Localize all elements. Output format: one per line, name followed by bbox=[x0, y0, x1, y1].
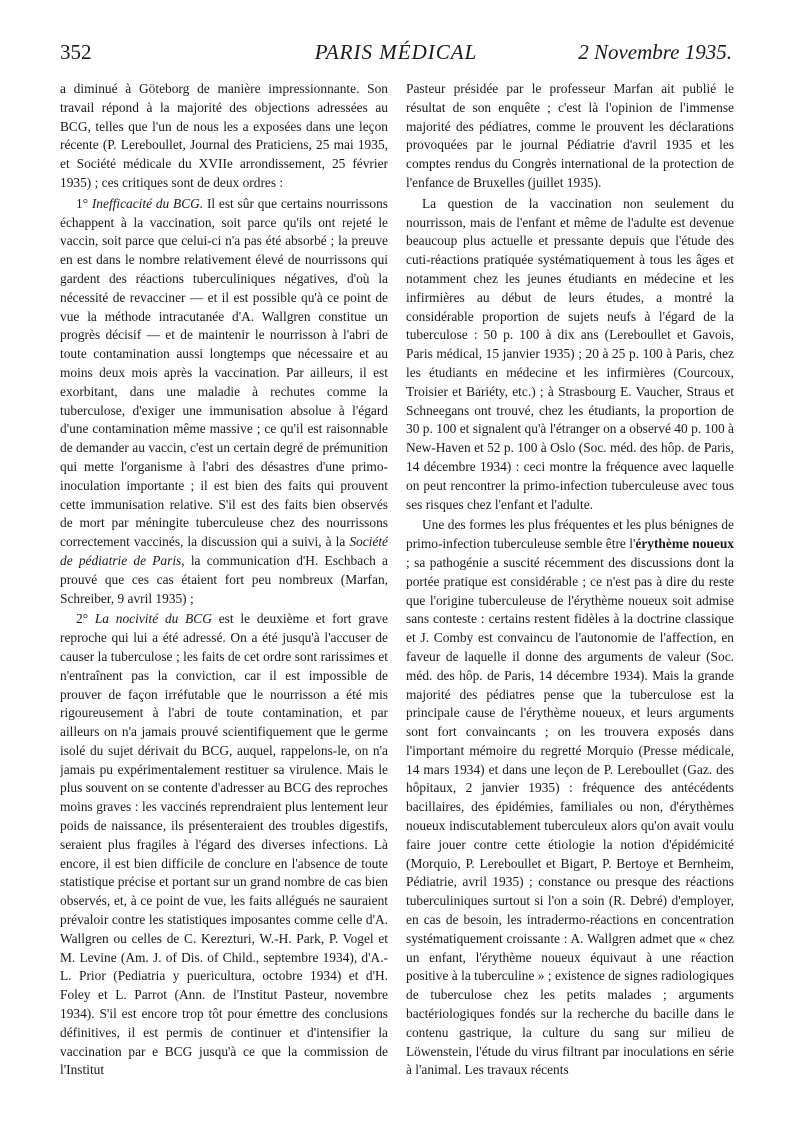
section-title: La nocivité du BCG bbox=[94, 611, 212, 627]
issue-date: 2 Novembre 1935. bbox=[578, 40, 732, 64]
journal-title: PARIS MÉDICAL bbox=[314, 40, 478, 64]
society-name: Société de pédiatrie de Paris bbox=[60, 534, 388, 568]
left-column bbox=[60, 80, 388, 1120]
right-column bbox=[406, 80, 734, 1120]
paragraph: Pasteur présidée par le professeur Marfan ait publié le résultat de son enquête ; c'est là l'opinion de l'immense majorité des pédiatres, comme le prouvent les déclarations provoquées par le journal Pédiatrie d'avril 1935 et les comptes rendus du Congrès international de la protection de l'enfance de Bruxelles (juillet 1935). bbox=[406, 81, 734, 190]
bold-term: érythème noueux bbox=[635, 536, 734, 552]
text-run: Il est sûr que certains nourrissons échappent à la vaccination, soit parce qu'ils ont rejeté le vaccin, soit parce que celui-ci n'a pas été absorbé ; la preuve en est dans le nombre relativement élevé de nourrissons qui gardent des réactions tuberculiniques négatives, d'où la nécessité de revacciner — et il est possible qu'à ce point de vue la méthode intracutanée d'A. Wallgren constitue un progrès décisif — et de maintenir le nourrisson à l'abri de toute contamination aussi longtemps que nécessaire et au moins deux mois après la vaccination. Par ailleurs, il est exorbitant, dans une maladie à rechutes comme la tuberculose, d'exiger une immunisation absolue à l'égard d'une contamination même massive ; ce qu'il est raisonnable de demander au vaccin, c'est un certain degré de prémunition qui mette l'organisme à l'abri des désastres d'une primo-inoculation importante ; il est bien des faits qui prouvent cette immunisation relative. S'il est des faits bien observés de mort par méningite tuberculeuse chez des nourrissons correctement vaccinés, la discussion qui a suivi, à la bbox=[60, 195, 388, 550]
paragraph: La question de la vaccination non seulement du nourrisson, mais de l'enfant et même de l'adulte est devenue beaucoup plus actuelle et pressante depuis que l'étude des cuti-réactions pratiquée systématiquement à tous les âges et notamment chez les jeunes étudiants en médecine et les infirmières au début de leurs études, a montré la considérable proportion de sujets neufs à l'égard de la tuberculose : 50 p. 100 à dix ans (Lereboullet et Gavois, Paris médical, 15 janvier 1935) ; 20 à 25 p. 100 à Paris, chez les étudiants en médecine et les infirmières (Courcoux, Troisier et Bariéty, etc.) ; à Strasbourg E. Vaucher, Straus et Schneegans ont trouvé, chez les étudiants, la proportion de 30 p. 100 et signalent qu'à l'étranger on a observé 40 p. 100 à New-Haven et 52 p. 100 à Oslo (Soc. méd. des hôp. de Paris, 14 décembre 1934) : ceci montre la fréquence avec laquelle on peut rencontrer la primo-infection tuberculeuse avec tous ses risques chez l'enfant et l'adulte. bbox=[406, 195, 734, 512]
text-run: ; sa pathogénie a suscité récemment des discussions dont la portée pratique est considérable ; ce n'est pas à dire du reste que l'origine tuberculeuse de l'érythème noueux soit admise sans conteste : certains restent fidèles à la doctrine classique et J. Comby est convaincu de l'autonomie de l'affection, en faveur de laquelle il donne des arguments de valeur (Soc. méd. des hôp. de Paris, 14 décembre 1934). Mais la grande majorité des pédiatres pense que la tuberculose est la principale cause de l'érythème noueux, et leurs arguments sont fort convaincants ; on les trouvera exposés dans l'important mémoire du regretté Morquio (Presse médicale, 14 mars 1934) et dans une leçon de P. Lereboullet (Gaz. des hôpitaux, 2 janvier 1935) : fréquence des antécédents bacillaires, des épidémies, familiales ou non, d'érythèmes noueux indiscutablement tuberculeux alors qu'on avait voulu faire jouer contre cette étiologie la notion d'épidémicité (Morquio, P. Lereboullet et Bigart, P. Bertoye et Bernheim, Pédiatrie, avril 1935) ; constance ou presque des réactions tuberculiniques surtout si l'on a soin (R. Debré) d'employer, en cas de besoin, les intradermo-réactions en concentration systématiquement croissante : A. Wallgren admet que « chez un enfant, l'érythème noueux équivaut à une réaction positive à la tuberculine » ; existence de signes radiologiques de tuberculose chez les petits malades ; arguments bactériologiques fondés sur la recherche du bacille dans le contenu gastrique, la culture du sang sur milieu de Löwenstein, l'étude du virus filtrant par inoculations en série à l'animal. Les travaux récents bbox=[406, 554, 734, 1078]
paragraph bbox=[60, 195, 388, 609]
page-number: 352 bbox=[60, 40, 92, 64]
text-run: Une des formes les plus fréquentes et les plus bénignes de primo-infection tuberculeuse semble être l' bbox=[406, 517, 734, 552]
paragraph bbox=[60, 610, 388, 1080]
running-header bbox=[60, 40, 732, 70]
text-run: est le deuxième et fort grave reproche qui lui a été adressé. On a été jusqu'à l'accuser de causer la tuberculose ; les faits de cet ordre sont rarissimes et n'entraînent pas la conviction, car il est impossible de prouver de façon irréfutable que le nourrisson a été mis rigoureusement à l'abri de toute contamination, et par ailleurs on n'a jamais prouvé scientifiquement que le germe isolé du sujet dérivait du BCG, auquel, rappelons-le, on n'a jamais pu expérimentalement restituer sa virulence. Mais le plus souvent on se contente d'adresser au BCG des reproches moins graves : les vaccinés reprendraient plus lentement leur poids de naissance, ils présenteraient des troubles digestifs, seraient plus fragiles à l'égard des diverses infections. Là encore, il est bien difficile de conclure en l'absence de toute statistique précise et portant sur un grand nombre de cas bien observés, et, à ce point de vue, les faits allégués ne sauraient prévaloir contre les statistiques imposantes comme celle d'A. Wallgren ou celles de C. Kerezturi, W.-H. Park, P. Vogel et M. Levine (Am. J. of Dis. of Child., septembre 1934), d'A.-L. Prior (Pediatria y puericultura, octobre 1934) et d'H. Foley et L. Parrot (Ann. de l'Institut Pasteur, novembre 1934). S'il est encore trop tôt pour émettre des conclusions définitives, il est permis de continuer et d'intensifier la vaccination par e BCG jusqu'à ce que la commission de l'Institut bbox=[60, 611, 388, 1078]
paragraph bbox=[406, 516, 734, 1080]
list-number: 2° bbox=[76, 611, 95, 627]
list-number: 1° bbox=[76, 195, 92, 211]
paragraph: a diminué à Göteborg de manière impressionnante. Son travail répond à la majorité des objections adressées au BCG, telles que l'un de nous les a exposées dans une leçon récente (P. Lereboullet, Journal des Praticiens, 25 mai 1935, et Société médicale du XVIIe arrondissement, 25 février 1935) ; ces critiques sont de deux ordres : bbox=[60, 81, 388, 190]
section-title: Inefficacité du BCG. bbox=[91, 195, 204, 211]
text-run: , la communication d'H. Eschbach a prouvé que ces cas étaient fort peu nombreux (Marfan, Schreiber, 9 avril 1935) ; bbox=[60, 552, 388, 606]
